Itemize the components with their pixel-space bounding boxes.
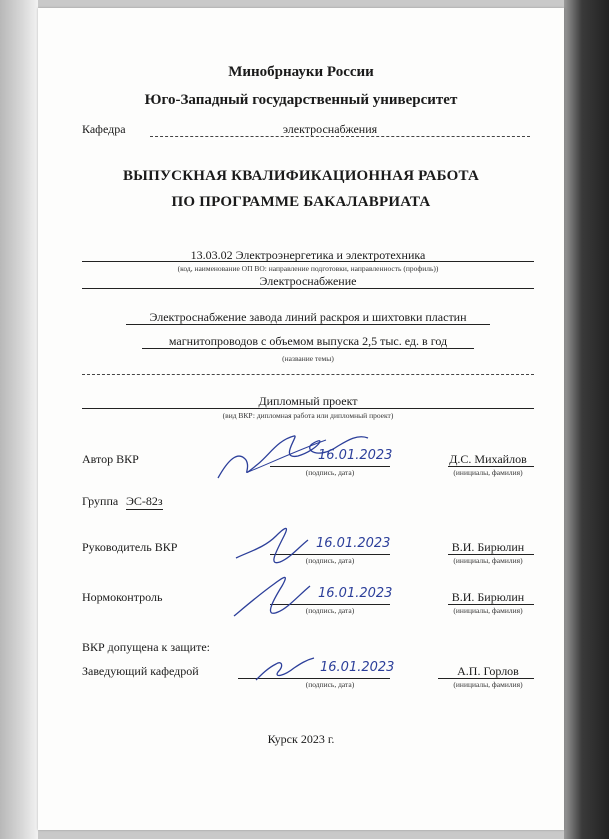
title-page — [38, 8, 564, 830]
head-label: Заведующий кафедрой — [82, 664, 199, 678]
topic-underline1 — [126, 324, 490, 325]
topic-underline2 — [142, 348, 474, 349]
topic-line1: Электроснабжение завода линий раскроя и шихтовки пластин — [149, 310, 467, 324]
normcontrol-date: 16.01.2023 — [318, 586, 393, 601]
doc-title-line1: ВЫПУСКНАЯ КВАЛИФИКАЦИОННАЯ РАБОТА — [122, 168, 480, 184]
author-label: Автор ВКР — [82, 452, 139, 466]
normcontrol-sign-caption: (подпись, дата) — [305, 606, 355, 615]
city-year: Курск 2023 г. — [267, 732, 335, 746]
department-label: Кафедра — [82, 122, 126, 136]
supervisor-sign-caption: (подпись, дата) — [305, 556, 355, 565]
university-name: Юго-Западный государственный университет — [144, 92, 458, 108]
normcontrol-signature-icon — [224, 564, 324, 628]
supervisor-name-caption: (инициалы, фамилия) — [453, 556, 523, 565]
topic-extra-line — [82, 374, 534, 375]
work-type-caption: (вид ВКР: дипломная работа или дипломный проект) — [222, 411, 394, 420]
scan-right-edge — [564, 0, 609, 839]
ministry-name: Минобрнауки России — [228, 64, 374, 80]
topic-caption: (название темы) — [282, 354, 334, 363]
group-label: Группа — [82, 494, 119, 508]
head-date: 16.01.2023 — [320, 660, 395, 675]
doc-title-line2: ПО ПРОГРАММЕ БАКАЛАВРИАТА — [171, 194, 431, 210]
program-direction: 13.03.02 Электроэнергетика и электротехника — [190, 248, 426, 262]
group-value: ЭС-82з — [126, 494, 163, 508]
scan-left-margin — [0, 0, 38, 839]
author-date: 16.01.2023 — [318, 448, 393, 463]
topic-line2: магнитопроводов с объемом выпуска 2,5 тыс. ед. в год — [168, 334, 448, 348]
admitted-text: ВКР допущена к защите: — [82, 640, 210, 654]
head-sign-caption: (подпись, дата) — [305, 680, 355, 689]
head-name: А.П. Горлов — [457, 664, 519, 678]
normcontrol-name: В.И. Бирюлин — [451, 590, 525, 604]
author-name-caption: (инициалы, фамилия) — [453, 468, 523, 477]
supervisor-label: Руководитель ВКР — [82, 540, 178, 554]
supervisor-date: 16.01.2023 — [316, 536, 391, 551]
author-sign-caption: (подпись, дата) — [305, 468, 355, 477]
department-value: электроснабжения — [282, 122, 378, 136]
normcontrol-name-caption: (инициалы, фамилия) — [453, 606, 523, 615]
head-signature-icon — [250, 652, 320, 688]
author-signature-icon — [208, 420, 378, 490]
head-name-caption: (инициалы, фамилия) — [453, 680, 523, 689]
author-name: Д.С. Михайлов — [449, 452, 527, 466]
program-profile: Электроснабжение — [259, 274, 357, 288]
direction-caption: (код, наименование ОП ВО: направление подготовки, направленность (профиль)) — [177, 264, 439, 273]
work-type-value: Дипломный проект — [258, 394, 358, 408]
normcontrol-label: Нормоконтроль — [82, 590, 163, 604]
supervisor-name: В.И. Бирюлин — [451, 540, 525, 554]
